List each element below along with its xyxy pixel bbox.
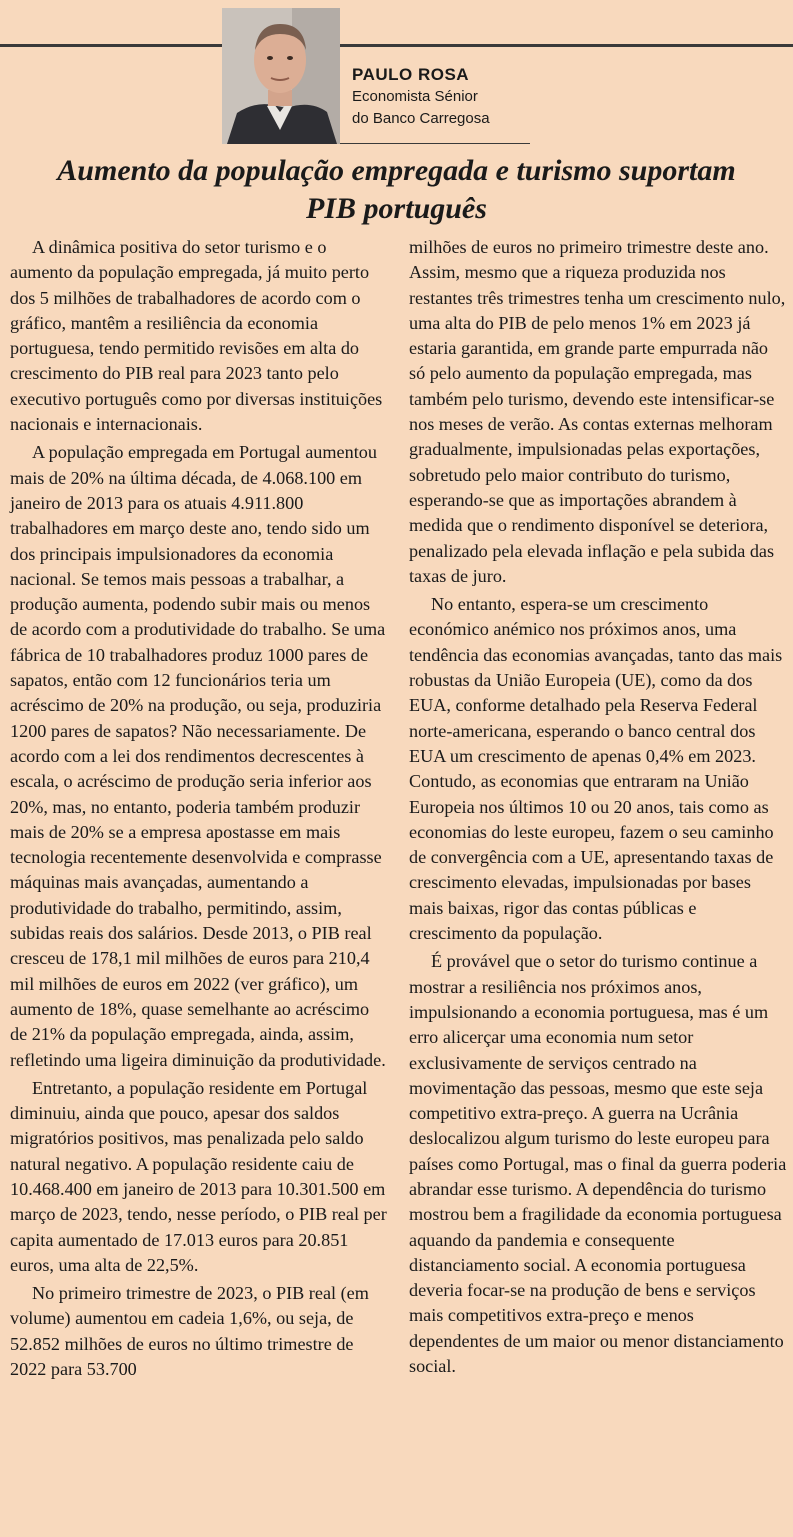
column-right xyxy=(409,235,787,1382)
byline-underline xyxy=(340,143,530,144)
paragraph-continued: milhões de euros no primeiro trimestre deste ano. Assim, mesmo que a riqueza produzida nos restantes três trimestres tenha um crescimento nulo, uma alta do PIB de pelo menos 1% em 2023 já estaria garantida, em grande parte empurrada não só pelo aumento da população empregada, mas também pelo turismo, devendo este intensificar-se nos meses de verão. As contas externas melhoram gradualmente, impulsionadas pelas exportações, sobretudo pelo maior contributo do turismo, esperando-se que as importações abrandem à medida que o rendimento disponível se deteriora, penalizado pela elevada inflação e pela subida das taxas de juro. xyxy=(409,237,786,586)
paragraph: A população empregada em Portugal aumentou mais de 20% na última década, de 4.068.100 em janeiro de 2013 para os atuais 4.911.800 trabalhadores em março deste ano, tendo sido um dos principais impulsionadores da economia nacional. Se temos mais pessoas a trabalhar, a produção aumenta, podendo subir mais ou menos de acordo com a produtividade do trabalho. Se uma fábrica de 10 trabalhadores produz 1000 pares de sapatos, então com 12 funcionários teria um acréscimo de 20% na produção, ou seja, produziria 1200 pares de sapatos? Não necessariamente. De acordo com a lei dos rendimentos decrescentes à escala, o acréscimo de produção seria inferior aos 20%, mas, no entanto, poderia também produzir mais de 20% se a empresa apostasse em mais tecnologia recentemente desenvolvida e comprasse máquinas mais avançadas, aumentando a produtividade do trabalho, permitindo, assim, subidas reais dos salários. Desde 2013, o PIB real cresceu de 178,1 mil milhões de euros para 210,4 mil milhões de euros em 2022 (ver gráfico), um aumento de 18%, quase semelhante ao acréscimo de 21% da população empregada, ainda, assim, refletindo uma ligeira diminuição da produtividade. xyxy=(10,442,386,1070)
paragraph: No entanto, espera-se um crescimento económico anémico nos próximos anos, uma tendência das economias avançadas, tanto das mais robustas da União Europeia (UE), como da dos EUA, conforme detalhado pela Reserva Federal norte-americana, esperando o banco central dos EUA um crescimento de apenas 0,4% em 2023. Contudo, as economias que entraram na União Europeia nos últimos 10 ou 20 anos, tais como as economias do leste europeu, fazem o seu caminho de convergência com a UE, apresentando taxas de crescimento elevadas, impulsionadas por bases mais baixas, rigor das contas públicas e crescimento da população. xyxy=(409,594,783,944)
paragraph: É provável que o setor do turismo continue a mostrar a resiliência nos próximos anos, impulsionando a economia portuguesa, mas é um erro alicerçar uma economia num setor exclusivamente de serviços centrado na movimentação das pessoas, mesmo que este seja competitivo extra-preço. A guerra na Ucrânia deslocalizou algum turismo do leste europeu para países como Portugal, mas o final da guerra poderia abrandar esse turismo. A dependência do turismo mostrou bem a fragilidade da economia portuguesa aquando da pandemia e consequente distanciamento social. A economia portuguesa deveria focar-se na produção de bens e serviços mais competitivos extra-preço e menos dependentes de um maior ou menor distanciamento social. xyxy=(409,951,787,1377)
author-name: PAULO ROSA xyxy=(352,65,470,84)
author-photo xyxy=(222,8,340,144)
headline-line2: PIB português xyxy=(306,192,487,225)
paragraph: No primeiro trimestre de 2023, o PIB real (em volume) aumentou em cadeia 1,6%, ou seja, de 52.852 milhões de euros no último trimestre de 2022 para 53.700 xyxy=(10,1283,369,1380)
headline-line1: Aumento da população empregada e turismo suportam xyxy=(57,154,736,187)
article-headline xyxy=(0,152,793,228)
column-left xyxy=(10,235,388,1385)
paragraph: Entretanto, a população residente em Portugal diminuiu, ainda que pouco, apesar dos saldos migratórios positivos, mas penalizada pelo saldo natural negativo. A população residente caiu de 10.468.400 em janeiro de 2013 para 10.301.500 em março de 2023, tendo, nesse período, o PIB real per capita aumentado de 17.013 euros para 20.851 euros, uma alta de 22,5%. xyxy=(10,1077,387,1275)
header-rule-left xyxy=(0,44,222,47)
author-role-line2: do Banco Carregosa xyxy=(352,110,490,127)
paragraph: A dinâmica positiva do setor turismo e o aumento da população empregada, já muito perto dos 5 milhões de trabalhadores de acordo com o gráfico, mantêm a resiliência da economia portuguesa, tendo permitido revisões em alta do crescimento do PIB real para 2023 tanto pelo executivo português como por diversas instituições nacionais e internacionais. xyxy=(10,237,383,435)
header-rule-right xyxy=(340,44,793,47)
author-byline xyxy=(352,64,490,130)
author-role-line1: Economista Sénior xyxy=(352,88,478,105)
